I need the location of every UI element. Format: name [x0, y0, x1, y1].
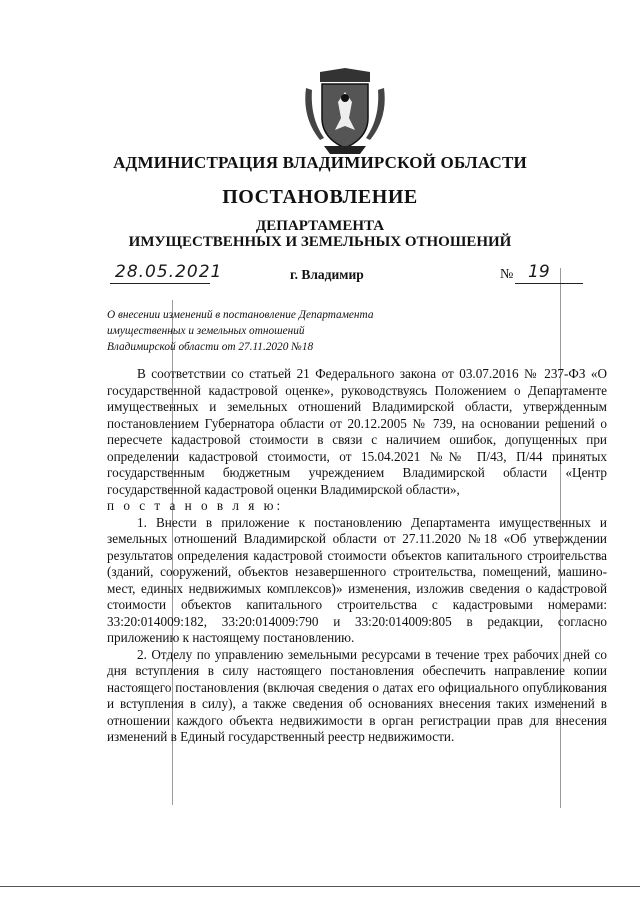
document-city: г. Владимир: [290, 267, 364, 282]
subject-line: имущественных и земельных отношений: [107, 325, 305, 337]
document-number: 19: [528, 262, 550, 282]
subject-line: Владимирской области от 27.11.2020 №18: [107, 341, 314, 353]
body-intro-paragraph: В соответствии со статьей 21 Федерального закона от 03.07.2016 № 237-ФЗ «О государственной кадастровой оценке», руководствуясь Положением о Департаменте имущественных и земельных отношений Владимирской области, утвержденным постановлением Губернатора области от 20.12.2005 № 739, на основании решений о пересчете кадастровой стоимости в связи с наличием ошибок, допущенных при определении кадастровой стоимости, от 15.04.2021 №№ П/43, П/44 принятых государственным бюджетным учреждением Владимирской области «Центр государственной кадастровой оценки Владимирской области»,: [107, 366, 607, 497]
organization-title: АДМИНИСТРАЦИЯ ВЛАДИМИРСКОЙ ОБЛАСТИ: [113, 153, 527, 172]
document-date: 28.05.2021: [115, 262, 223, 282]
document-type-title: ПОСТАНОВЛЕНИЕ: [222, 186, 418, 208]
resolve-phrase: п о с т а н о в л я ю:: [107, 498, 284, 513]
body-item-2: 2. Отделу по управлению земельными ресурсами в течение трех рабочих дней со дня вступления в силу настоящего постановления обеспечить направление копии настоящего постановления (включая сведения о датах его официального опубликования и вступления в силу), а также сведения об основаниях внесения таких изменений в отношении каждого объекта недвижимости в орган регистрации прав для внесения изменений в Единый государственный реестр недвижимости.: [107, 646, 607, 744]
body-item-1: 1. Внести в приложение к постановлению Департамента имущественных и земельных отношений Владимирской области от 27.11.2020 №18 «Об утверждении результатов определения кадастровой стоимости объектов капитального строительства (зданий, сооружений, объектов незавершенного строительства, помещений, машино-мест, единых недвижимых комплексов)» изменения, изложив сведения о кадастровой стоимости объектов капитального строительства с кадастровыми номерами: 33:20:014009:182, 33:20:014009:790 и 33:20:014009:805 в редакции, согласно приложению к настоящему постановлению.: [107, 514, 607, 645]
document-body: [107, 366, 607, 746]
department-title-line1: ДЕПАРТАМЕНТА: [255, 218, 385, 234]
coat-of-arms-icon: [300, 68, 390, 156]
document-subject: [107, 307, 427, 355]
number-underline: [515, 283, 583, 284]
subject-line: О внесении изменений в постановление Департамента: [107, 309, 374, 321]
date-underline: [110, 283, 210, 284]
department-title-line2: ИМУЩЕСТВЕННЫХ И ЗЕМЕЛЬНЫХ ОТНОШЕНИЙ: [128, 234, 512, 250]
page-bottom-rule: [0, 886, 640, 887]
document-number-label: №: [500, 267, 514, 282]
